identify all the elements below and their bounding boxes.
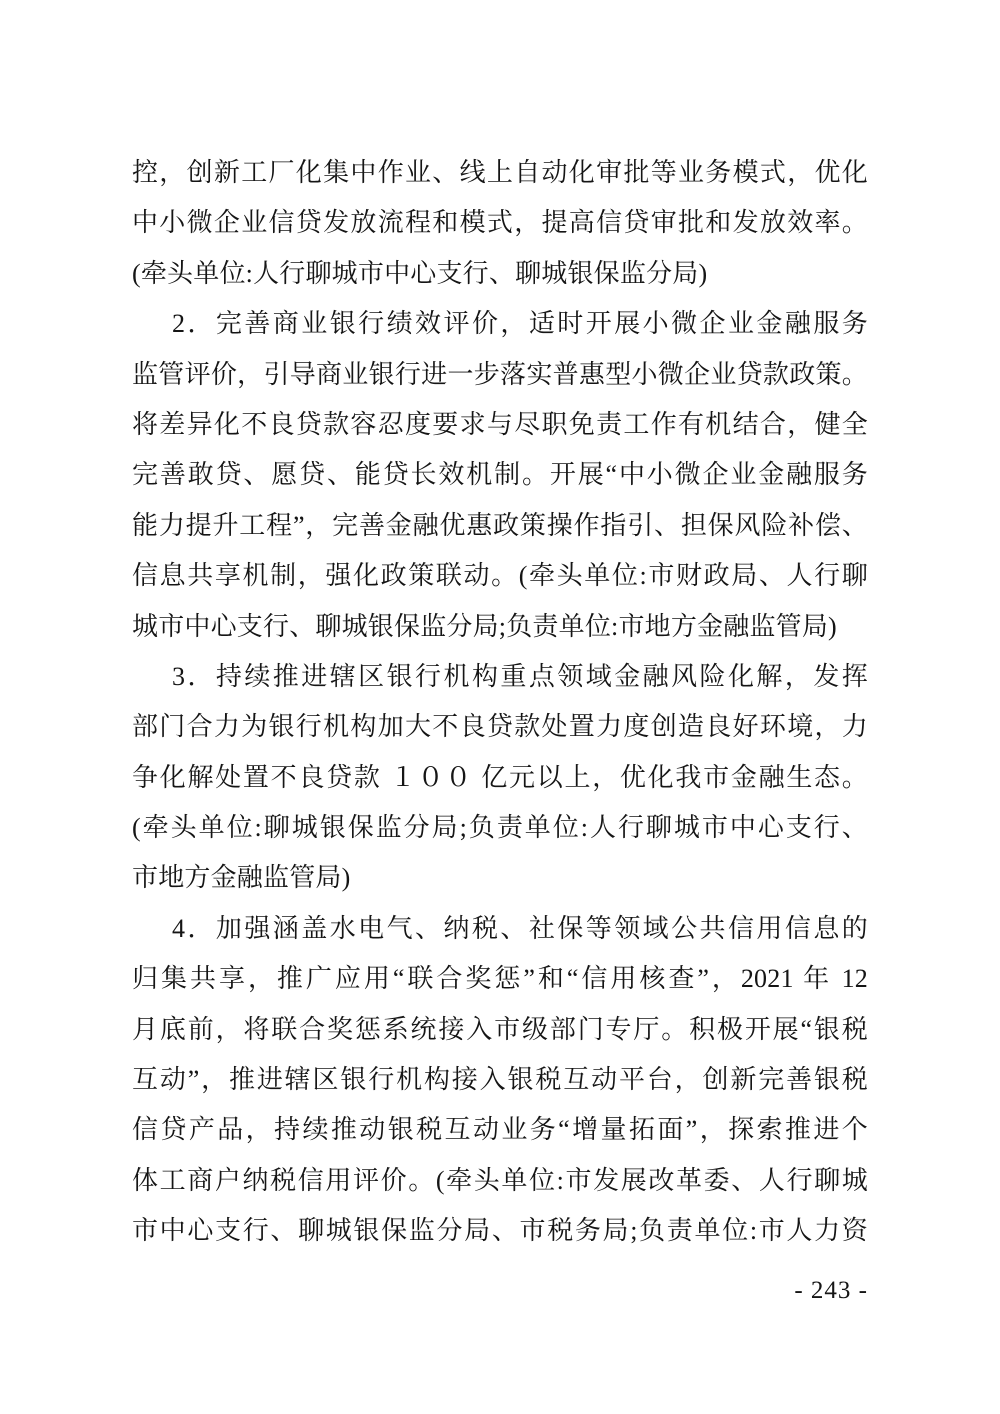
text-line: 中小微企业信贷发放流程和模式，提高信贷审批和发放效率。 — [132, 208, 868, 238]
text-line: 市地方金融监管局) — [132, 863, 351, 893]
text-line: 市中心支行、聊城银保监分局、市税务局;负责单位:市人力资 — [132, 1216, 868, 1246]
text-line: 部门合力为银行机构加大不良贷款处置力度创造良好环境，力 — [132, 712, 868, 742]
text-line: 互动”，推进辖区银行机构接入银税互动平台，创新完善银税 — [132, 1065, 868, 1095]
text-line: 监管评价，引导商业银行进一步落实普惠型小微企业贷款政策。 — [132, 359, 868, 389]
text-line: (牵头单位:聊城银保监分局;负责单位:人行聊城市中心支行、 — [132, 813, 868, 843]
text-lines — [132, 148, 868, 1257]
text-line: 月底前，将联合奖惩系统接入市级部门专厅。积极开展“银税 — [132, 1014, 868, 1044]
text-line: 信息共享机制，强化政策联动。(牵头单位:市财政局、人行聊 — [132, 561, 868, 591]
text-line: 3．持续推进辖区银行机构重点领域金融风险化解，发挥 — [172, 661, 868, 691]
text-line: 城市中心支行、聊城银保监分局;负责单位:市地方金融监管局) — [132, 611, 837, 641]
text-line: 信贷产品，持续推动银税互动业务“增量拓面”，探索推进个 — [132, 1115, 868, 1145]
text-line: 归集共享，推广应用“联合奖惩”和“信用核查”，2021 年 12 — [132, 964, 868, 994]
text-line: 完善敢贷、愿贷、能贷长效机制。开展“中小微企业金融服务 — [132, 460, 868, 490]
text-line: (牵头单位:人行聊城市中心支行、聊城银保监分局) — [132, 258, 708, 288]
text-line: 体工商户纳税信用评价。(牵头单位:市发展改革委、人行聊城 — [132, 1165, 868, 1195]
page-number: - 243 - — [794, 1277, 868, 1304]
text-line: 控，创新工厂化集中作业、线上自动化审批等业务模式，优化 — [132, 158, 868, 187]
text-line: 将差异化不良贷款容忍度要求与尽职免责工作有机结合，健全 — [132, 409, 868, 439]
text-line: 争化解处置不良贷款 １００ 亿元以上，优化我市金融生态。 — [132, 762, 868, 792]
text-line: 能力提升工程”，完善金融优惠政策操作指引、担保风险补偿、 — [132, 510, 868, 540]
text-line: 2．完善商业银行绩效评价，适时开展小微企业金融服务 — [172, 309, 868, 339]
text-line: 4．加强涵盖水电气、纳税、社保等领域公共信用信息的 — [172, 913, 868, 943]
